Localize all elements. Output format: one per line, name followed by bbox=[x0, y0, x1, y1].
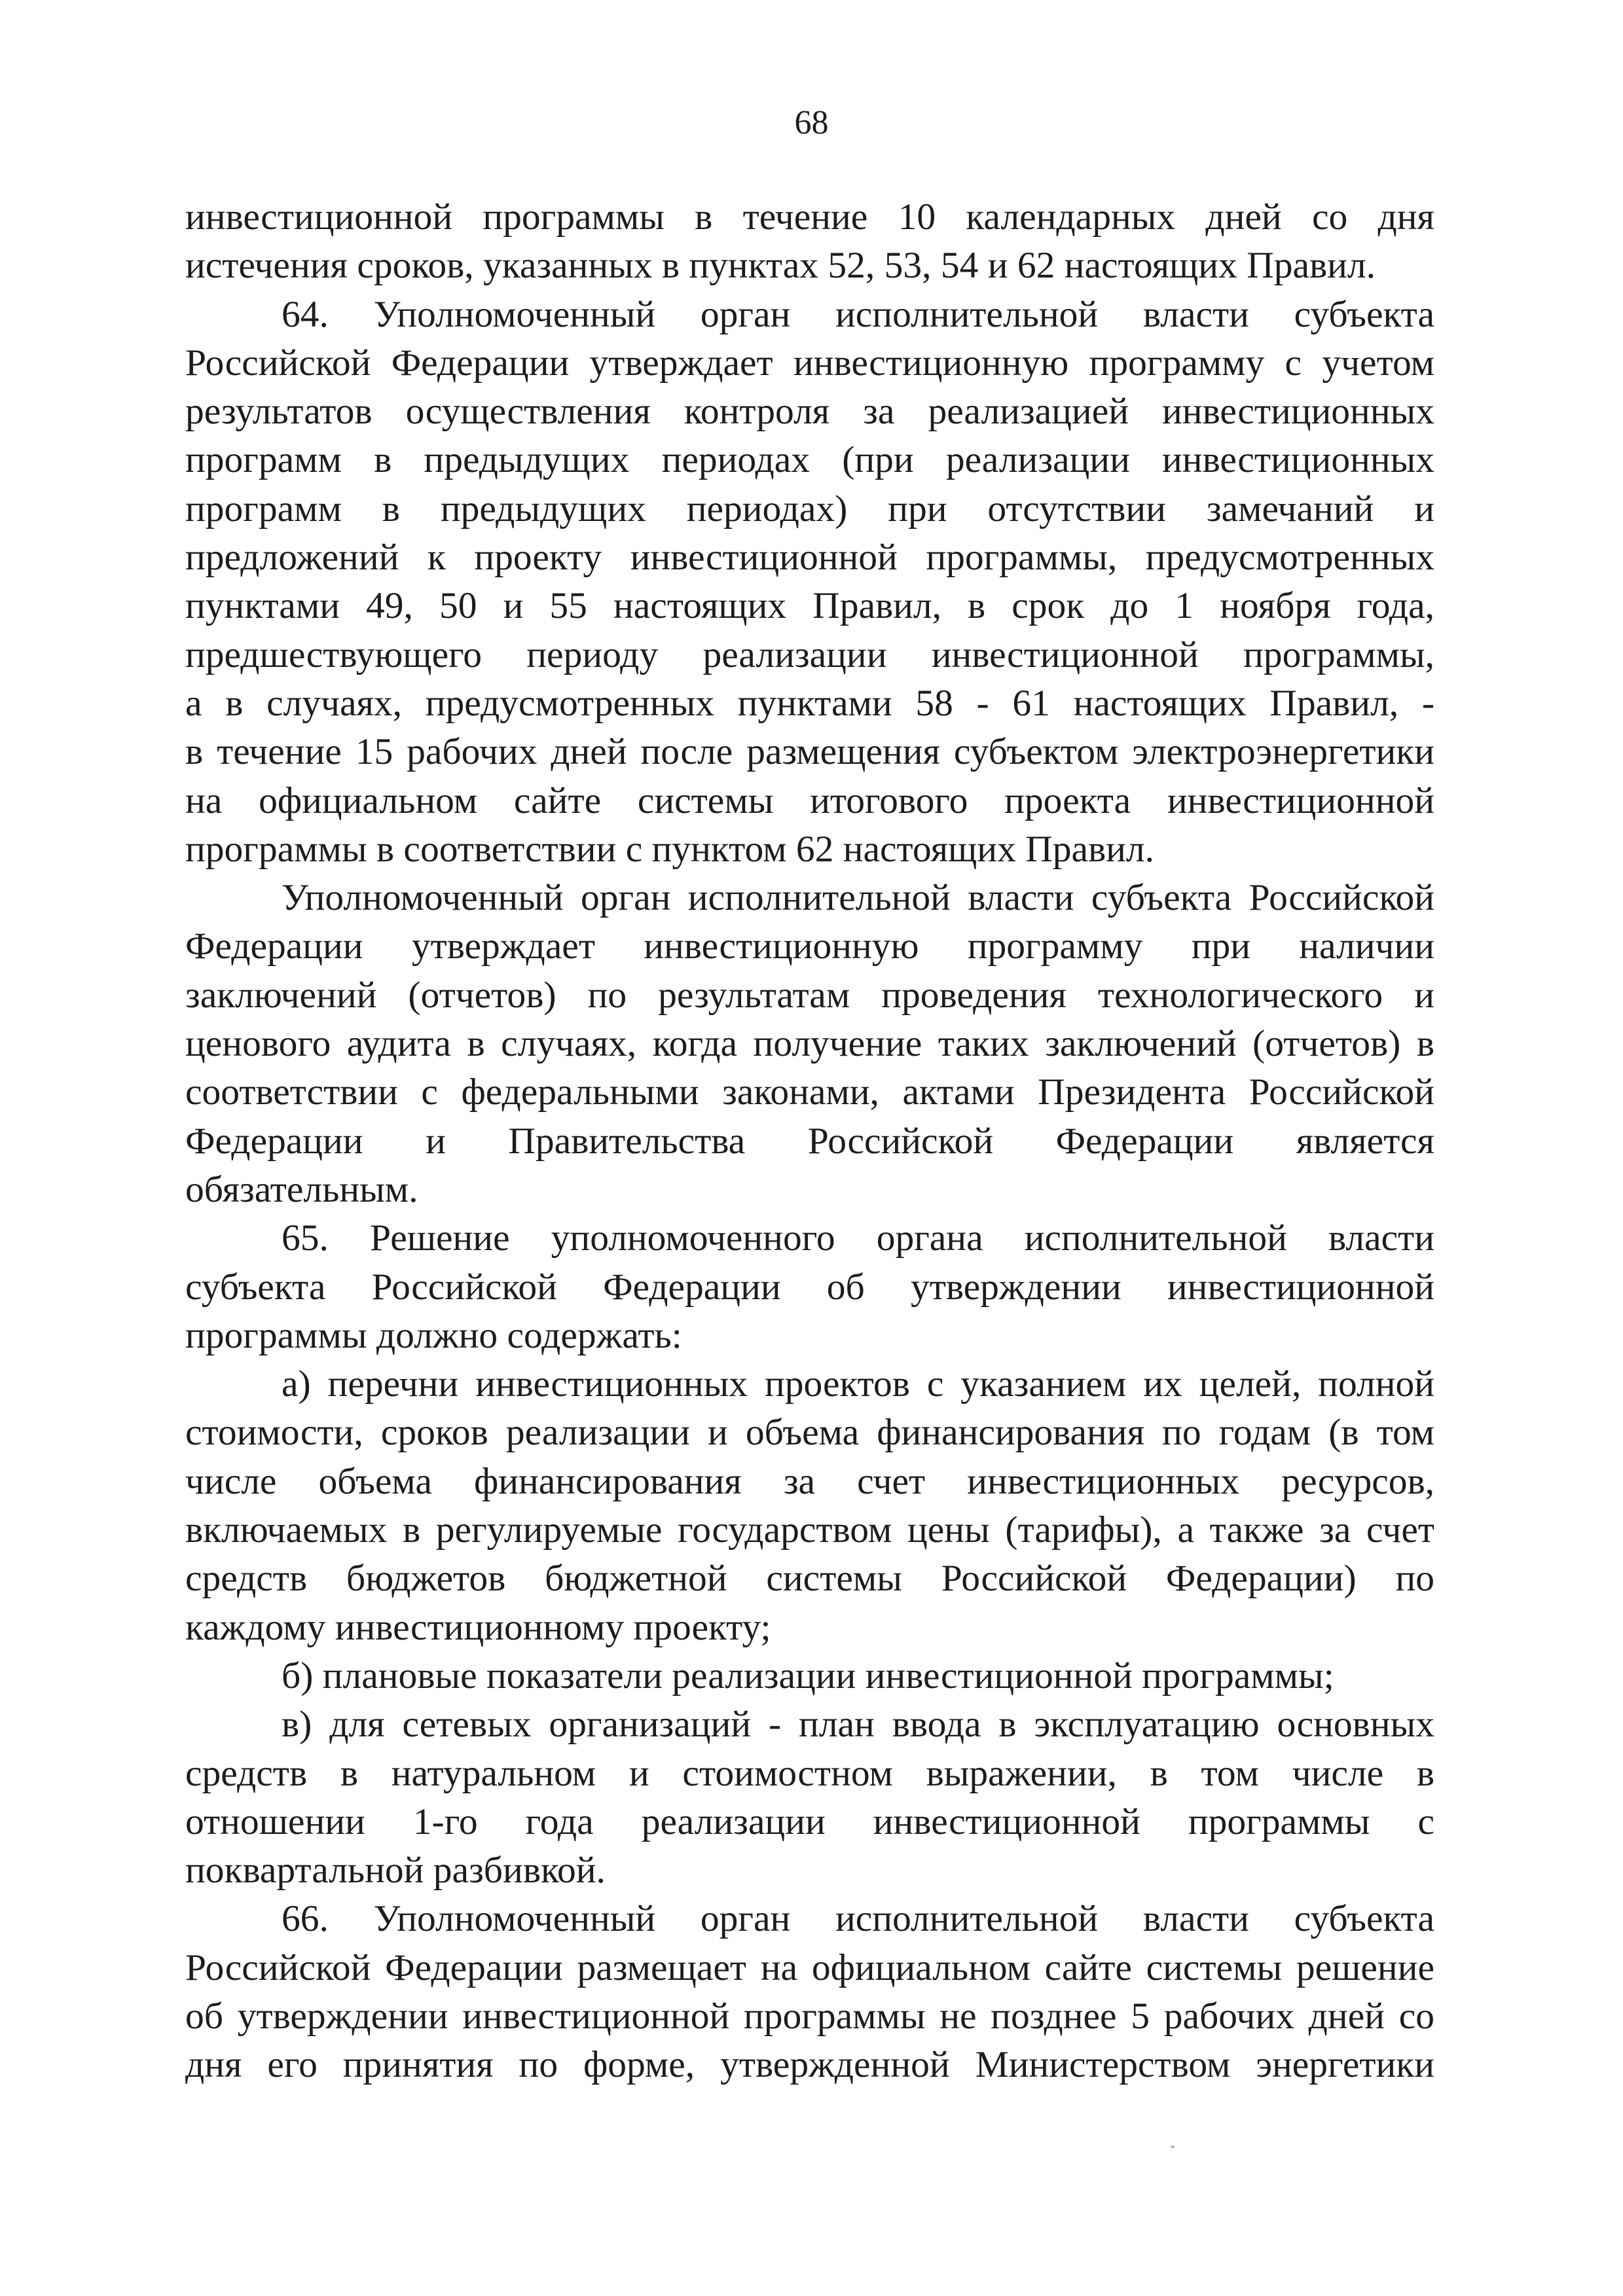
scan-speck bbox=[1171, 2145, 1175, 2148]
text-line: истечения сроков, указанных в пунктах 52, 53, 54 и 62 настоящих Правил. bbox=[185, 245, 1376, 287]
text-line: б) плановые показатели реализации инвестиционной программы; bbox=[282, 1655, 1334, 1696]
text-line: в) для сетевых организаций - план ввода в эксплуатацию основных bbox=[282, 1704, 1434, 1746]
paragraph-66 bbox=[185, 1895, 1434, 2089]
text-line: предшествующего периоду реализации инвестиционной программы, bbox=[185, 634, 1434, 675]
text-line: поквартальной разбивкой. bbox=[185, 1850, 606, 1892]
text-line: программ в предыдущих периодах (при реализации инвестиционных bbox=[185, 439, 1434, 481]
text-line: средств бюджетов бюджетной системы Российской Федерации) по bbox=[185, 1558, 1434, 1600]
text-line: соответствии с федеральными законами, актами Президента Российской bbox=[185, 1071, 1434, 1113]
text-line: Российской Федерации утверждает инвестиционную программу с учетом bbox=[185, 342, 1434, 384]
text-line: программы должно содержать: bbox=[185, 1314, 682, 1356]
text-line: дня его принятия по форме, утвержденной Министерством энергетики bbox=[185, 2044, 1434, 2086]
paragraph-continuation bbox=[185, 193, 1434, 291]
text-line: 64. Уполномоченный орган исполнительной власти субъекта bbox=[282, 293, 1434, 335]
paragraph-65 bbox=[185, 1214, 1434, 1360]
text-line: а) перечни инвестиционных проектов с указанием их целей, полной bbox=[282, 1363, 1434, 1405]
text-line: средств в натуральном и стоимостном выражении, в том числе в bbox=[185, 1752, 1434, 1794]
text-line: включаемых в регулируемые государством цены (тарифы), а также за счет bbox=[185, 1509, 1434, 1551]
text-line: об утверждении инвестиционной программы не позднее 5 рабочих дней со bbox=[185, 1995, 1434, 2037]
text-line: предложений к проекту инвестиционной программы, предусмотренных bbox=[185, 537, 1434, 579]
paragraph-65-c bbox=[185, 1700, 1434, 1895]
text-line: на официальном сайте системы итогового проекта инвестиционной bbox=[185, 780, 1434, 821]
text-line: отношении 1-го года реализации инвестиционной программы с bbox=[185, 1801, 1434, 1842]
text-line: числе объема финансирования за счет инвестиционных ресурсов, bbox=[185, 1460, 1434, 1502]
page-number: 68 bbox=[794, 104, 829, 141]
text-line: программы в соответствии с пунктом 62 настоящих Правил. bbox=[185, 828, 1154, 870]
text-line: ценового аудита в случаях, когда получение таких заключений (отчетов) в bbox=[185, 1023, 1434, 1065]
text-line: результатов осуществления контроля за реализацией инвестиционных bbox=[185, 391, 1434, 433]
text-line: пунктами 49, 50 и 55 настоящих Правил, в срок до 1 ноября года, bbox=[185, 585, 1434, 627]
document-body bbox=[185, 193, 1434, 2090]
paragraph-65-b bbox=[185, 1652, 1434, 1700]
text-line: Федерации и Правительства Российской Федерации является bbox=[185, 1120, 1434, 1162]
text-line: программ в предыдущих периодах) при отсутствии замечаний и bbox=[185, 488, 1434, 529]
text-line: каждому инвестиционному проекту; bbox=[185, 1606, 771, 1648]
text-line: стоимости, сроков реализации и объема финансирования по годам (в том bbox=[185, 1412, 1434, 1454]
text-line: Российской Федерации размещает на официальном сайте системы решение bbox=[185, 1946, 1434, 1988]
text-line: заключений (отчетов) по результатам проведения технологического и bbox=[185, 974, 1434, 1016]
paragraph-64 bbox=[185, 291, 1434, 874]
text-line: а в случаях, предусмотренных пунктами 58 - 61 настоящих Правил, - bbox=[185, 682, 1434, 724]
text-line: обязательным. bbox=[185, 1168, 418, 1210]
text-line: инвестиционной программы в течение 10 календарных дней со дня bbox=[185, 196, 1434, 238]
text-line: 66. Уполномоченный орган исполнительной власти субъекта bbox=[282, 1898, 1434, 1940]
paragraph-64-second bbox=[185, 874, 1434, 1214]
paragraph-65-a bbox=[185, 1360, 1434, 1652]
text-line: Федерации утверждает инвестиционную программу при наличии bbox=[185, 925, 1434, 967]
text-line: 65. Решение уполномоченного органа исполнительной власти bbox=[282, 1217, 1434, 1259]
text-line: Уполномоченный орган исполнительной власти субъекта Российской bbox=[282, 877, 1434, 919]
text-line: субъекта Российской Федерации об утверждении инвестиционной bbox=[185, 1266, 1434, 1308]
text-line: в течение 15 рабочих дней после размещения субъектом электроэнергетики bbox=[185, 731, 1434, 773]
